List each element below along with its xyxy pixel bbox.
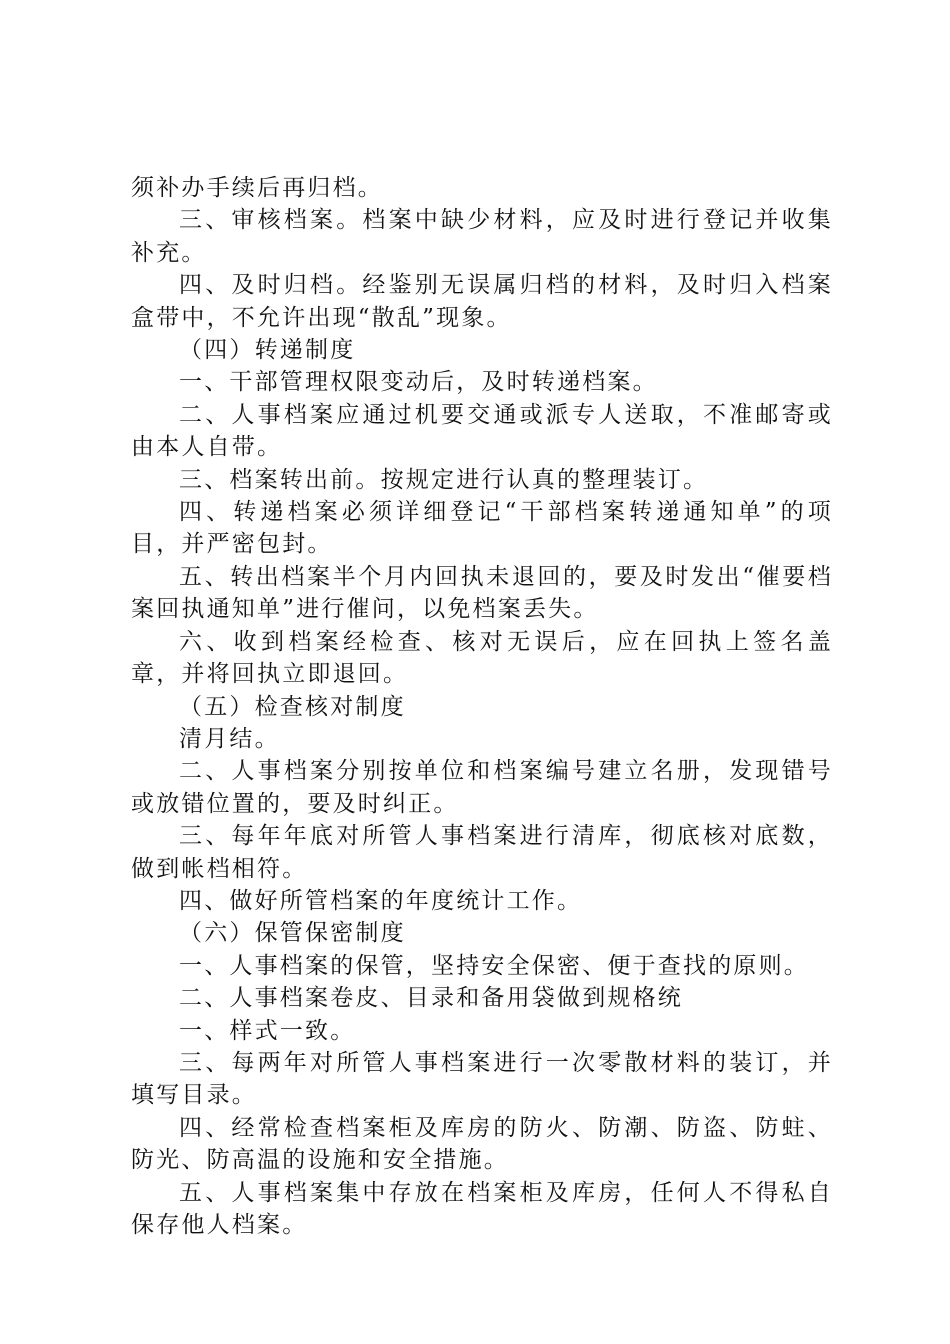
- paragraph-custody-5: 五、人事档案集中存放在档案柜及库房，任何人不得私自保存他人档案。: [131, 1179, 833, 1238]
- paragraph-custody-2: 二、人事档案卷皮、目录和备用袋做到规格统: [179, 985, 683, 1012]
- paragraph-custody-3: 三、每两年对所管人事档案进行一次零散材料的装订，并填写目录。: [131, 1049, 833, 1109]
- section-heading-inspection: （五）检查核对制度: [179, 693, 406, 720]
- paragraph-transfer-2: 二、人事档案应通过机要交通或派专人送取，不准邮寄或由本人自带。: [131, 401, 833, 461]
- paragraph-fragment: 清月结。: [179, 725, 280, 752]
- paragraph-custody-4: 四、经常检查档案柜及库房的防火、防潮、防盗、防蛀、防光、防高温的设施和安全措施。: [131, 1114, 833, 1174]
- paragraph-custody-2b: 一、样式一致。: [179, 1017, 356, 1044]
- paragraph-inspection-3: 三、每年年底对所管人事档案进行清库，彻底核对底数，做到帐档相符。: [131, 823, 833, 882]
- paragraph-custody-1: 一、人事档案的保管，坚持安全保密、便于查找的原则。: [179, 952, 809, 979]
- paragraph-timely-filing: 四、及时归档。经鉴别无误属归档的材料，及时归入档案盒带中，不允许出现“散乱”现象。: [131, 272, 833, 331]
- document-body: [131, 172, 833, 1241]
- paragraph-inspection-2: 二、人事档案分别按单位和档案编号建立名册，发现错号或放错位置的，要及时纠正。: [131, 758, 833, 817]
- paragraph-review-archives: 三、审核档案。档案中缺少材料，应及时进行登记并收集补充。: [131, 207, 833, 266]
- paragraph-inspection-4: 四、做好所管档案的年度统计工作。: [179, 887, 583, 914]
- paragraph-transfer-4: 四、转递档案必须详细登记“干部档案转递通知单”的项目，并严密包封。: [131, 499, 833, 558]
- section-heading-transfer: （四）转递制度: [179, 337, 356, 364]
- paragraph-continuation: 须补办手续后再归档。: [131, 175, 383, 201]
- paragraph-transfer-6: 六、收到档案经检查、核对无误后，应在回执上签名盖章，并将回执立即退回。: [131, 628, 833, 688]
- paragraph-transfer-5: 五、转出档案半个月内回执未退回的，要及时发出“催要档案回执通知单”进行催问，以免档案丢失。: [131, 563, 833, 623]
- section-heading-custody: （六）保管保密制度: [179, 920, 406, 947]
- paragraph-transfer-1: 一、干部管理权限变动后，及时转递档案。: [179, 369, 658, 396]
- paragraph-transfer-3: 三、档案转出前。按规定进行认真的整理装订。: [179, 466, 709, 493]
